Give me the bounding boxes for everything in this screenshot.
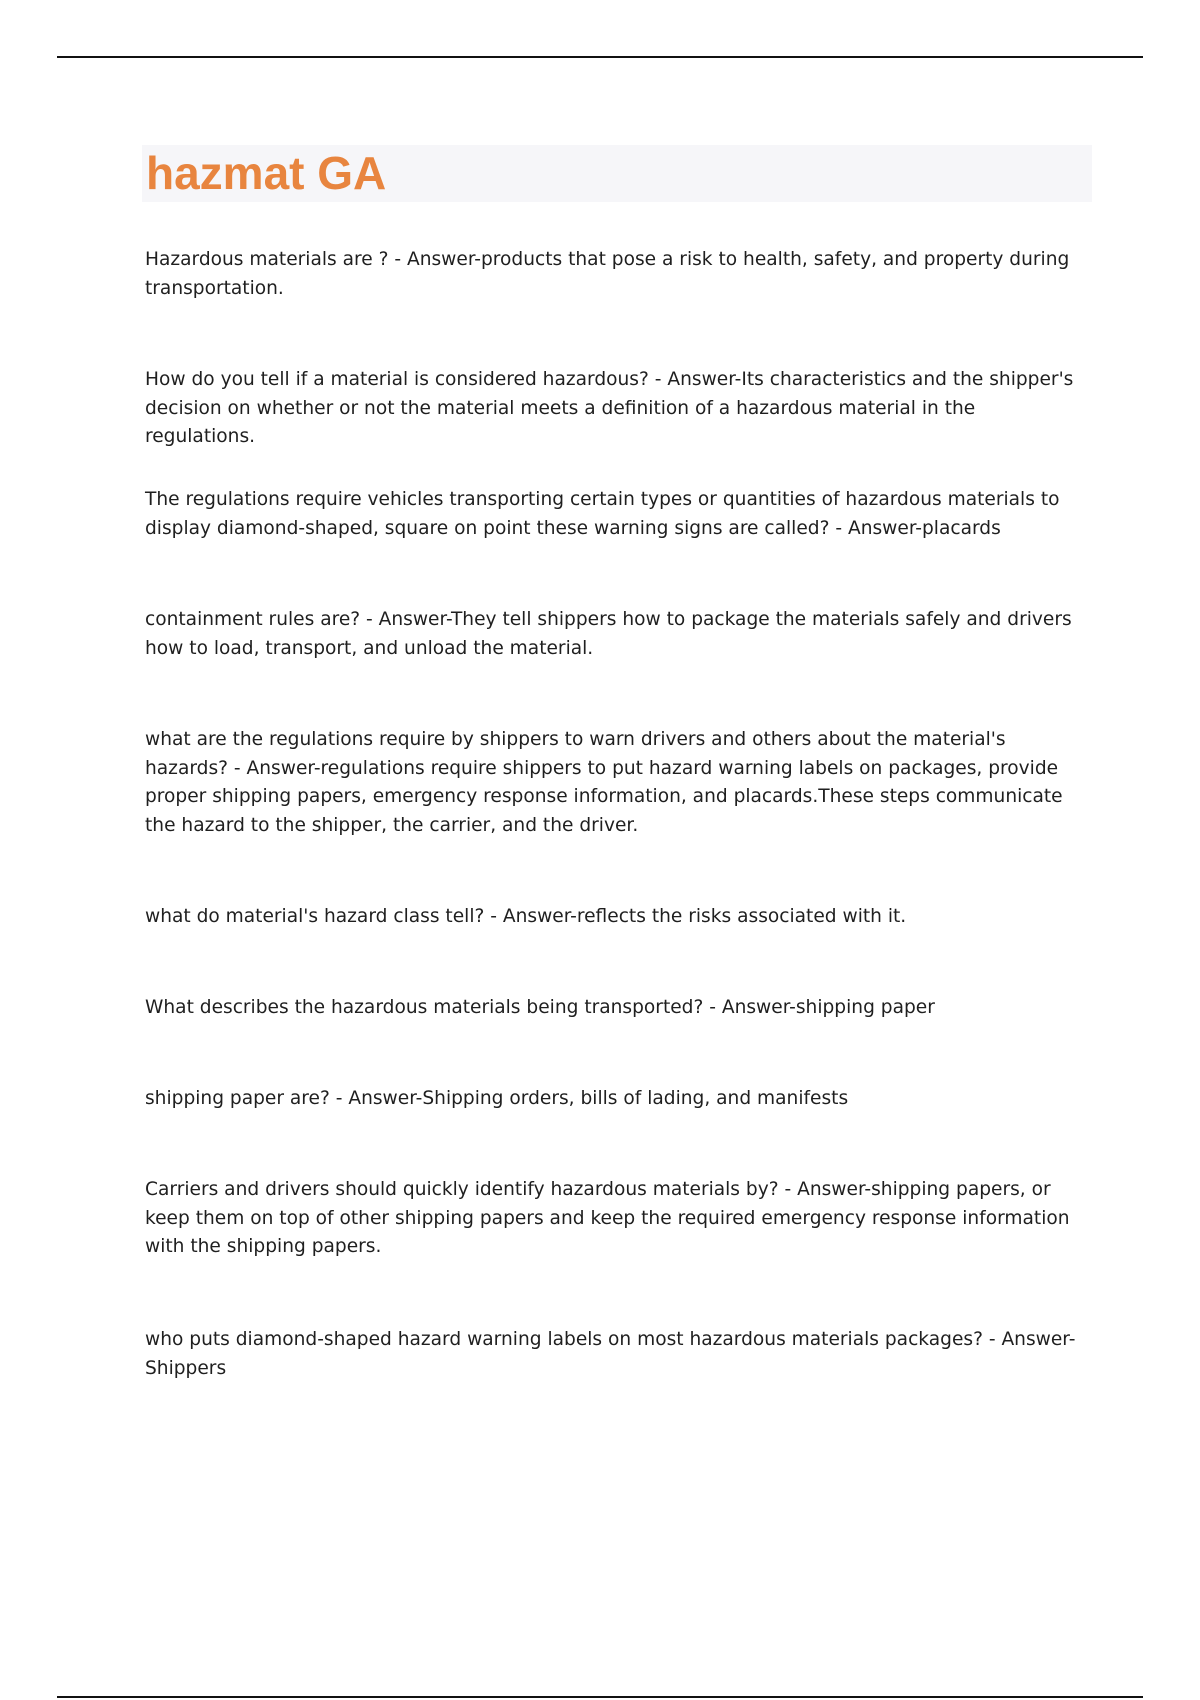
document-title: hazmat GA	[146, 147, 387, 199]
qa-item-9: Carriers and drivers should quickly identify hazardous materials by? - Answer-shipping papers, or keep them on top of other shipping papers and keep the required emergency response information with the shipping papers.	[145, 1179, 1070, 1257]
qa-item-4: containment rules are? - Answer-They tell shippers how to package the materials safely and drivers how to load, transport, and unload the material.	[145, 609, 1072, 659]
qa-item-2: How do you tell if a material is considered hazardous? - Answer-Its characteristics and the shipper's decision on whether or not the material meets a definition of a hazardous material in the regulations.	[145, 369, 1074, 447]
qa-item-10: who puts diamond-shaped hazard warning labels on most hazardous materials packages? - Answer-Shippers	[145, 1329, 1076, 1379]
qa-item-1: Hazardous materials are ? - Answer-products that pose a risk to health, safety, and property during transportation.	[145, 249, 1070, 299]
bottom-rule	[57, 1696, 1143, 1698]
qa-item-7: What describes the hazardous materials being transported? - Answer-shipping paper	[145, 997, 935, 1018]
top-rule	[57, 56, 1143, 58]
qa-item-8: shipping paper are? - Answer-Shipping orders, bills of lading, and manifests	[145, 1088, 849, 1109]
qa-item-5: what are the regulations require by shippers to warn drivers and others about the material's hazards? - Answer-regulations require shippers to put hazard warning labels on packages, provide proper shipping papers, emergency response information, and placards.These steps communicate the hazard to the shipper, the carrier, and the driver.	[145, 729, 1063, 836]
qa-item-3: The regulations require vehicles transporting certain types or quantities of hazardous materials to display diamond-shaped, square on point these warning signs are called? - Answer-placards	[145, 489, 1060, 539]
qa-item-6: what do material's hazard class tell? - Answer-reflects the risks associated with it.	[145, 906, 907, 927]
